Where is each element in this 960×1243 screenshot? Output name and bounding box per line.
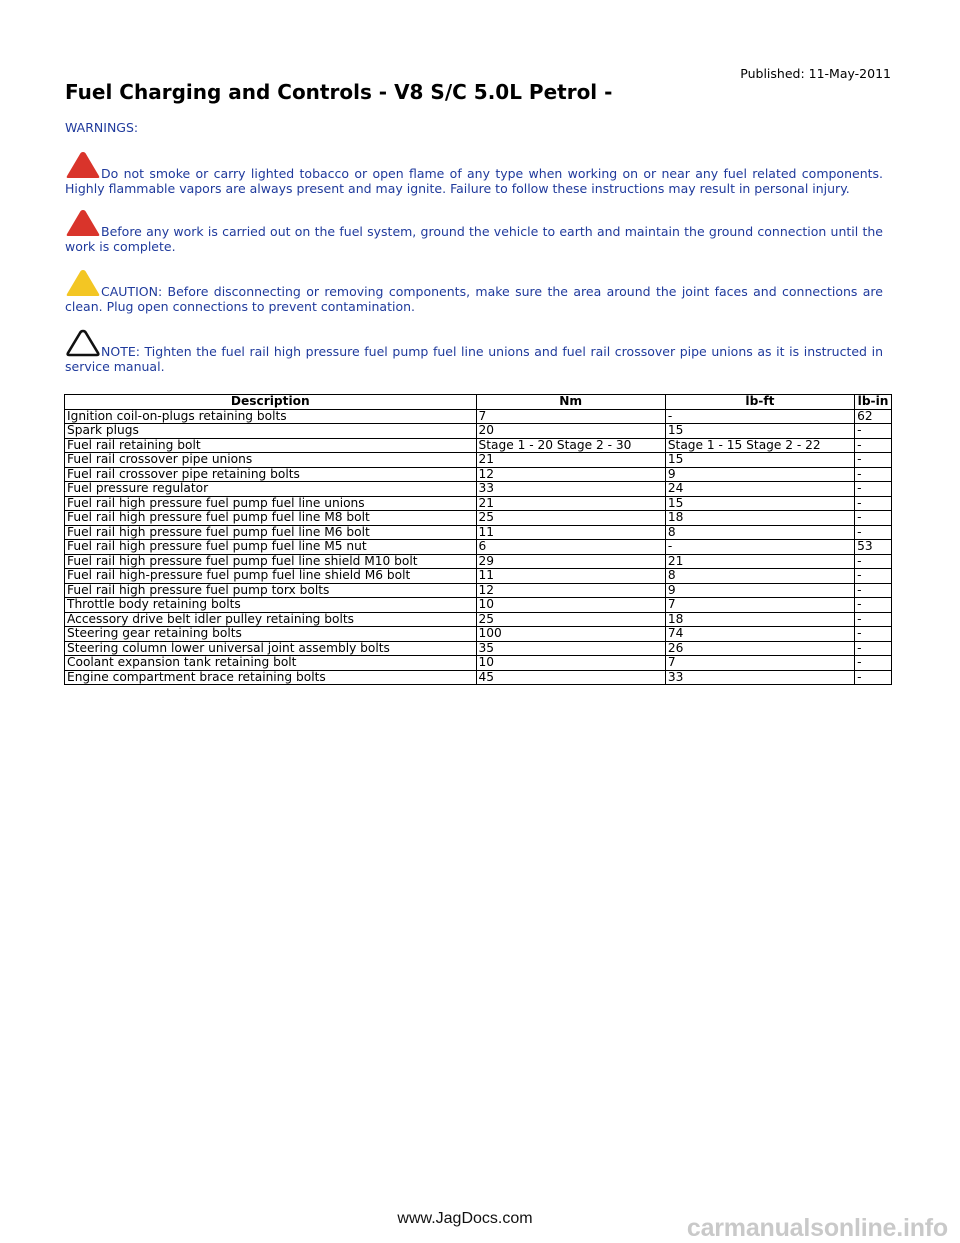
cell-nm: 25: [476, 612, 665, 627]
cell-lb-ft: -: [665, 540, 854, 555]
cell-lb-ft: 18: [665, 612, 854, 627]
cell-nm: 10: [476, 656, 665, 671]
table-row: [65, 583, 892, 598]
cell-description: Fuel rail high pressure fuel pump fuel line M6 bolt: [65, 525, 477, 540]
cell-lb-in: -: [855, 627, 892, 642]
cell-lb-ft: 21: [665, 554, 854, 569]
warning-text: Before any work is carried out on the fuel system, ground the vehicle to earth and maintain the ground connection until the work is complete.: [65, 224, 883, 254]
cell-lb-ft: 8: [665, 569, 854, 584]
warning-text: Do not smoke or carry lighted tobacco or open flame of any type when working on or near any fuel related components. Highly flammable vapors are always present and may ignite. Failure to follow these instructions may result in personal injury.: [65, 166, 883, 196]
note-icon: [65, 328, 101, 358]
header-lb-ft: lb-ft: [665, 395, 854, 410]
table-row: [65, 438, 892, 453]
cell-lb-in: -: [855, 438, 892, 453]
cell-lb-ft: 15: [665, 496, 854, 511]
cell-lb-in: -: [855, 453, 892, 468]
cell-nm: 7: [476, 409, 665, 424]
cell-lb-in: -: [855, 482, 892, 497]
cell-lb-in: -: [855, 569, 892, 584]
cell-description: Steering gear retaining bolts: [65, 627, 477, 642]
caution-icon: [65, 268, 101, 298]
cell-lb-in: 53: [855, 540, 892, 555]
cell-lb-in: -: [855, 583, 892, 598]
cell-lb-ft: 15: [665, 453, 854, 468]
cell-lb-in: -: [855, 641, 892, 656]
cell-description: Fuel rail high pressure fuel pump fuel line M5 nut: [65, 540, 477, 555]
cell-lb-ft: 8: [665, 525, 854, 540]
table-row: [65, 612, 892, 627]
cell-description: Coolant expansion tank retaining bolt: [65, 656, 477, 671]
cell-nm: 33: [476, 482, 665, 497]
cell-description: Throttle body retaining bolts: [65, 598, 477, 613]
cell-nm: 45: [476, 670, 665, 685]
warnings-label: WARNINGS:: [65, 120, 139, 135]
cell-lb-in: -: [855, 612, 892, 627]
cell-lb-ft: 26: [665, 641, 854, 656]
cell-lb-ft: 9: [665, 583, 854, 598]
warning-notice-ground: [65, 208, 883, 254]
cell-lb-in: -: [855, 670, 892, 685]
table-row: [65, 641, 892, 656]
table-row: [65, 540, 892, 555]
cell-lb-in: -: [855, 525, 892, 540]
cell-lb-ft: 7: [665, 656, 854, 671]
cell-description: Fuel rail crossover pipe unions: [65, 453, 477, 468]
cell-nm: 11: [476, 569, 665, 584]
cell-description: Fuel pressure regulator: [65, 482, 477, 497]
watermark-logo: carmanualsonline.info: [686, 1214, 948, 1242]
cell-lb-ft: 74: [665, 627, 854, 642]
table-row: [65, 453, 892, 468]
cell-nm: 12: [476, 583, 665, 598]
cell-nm: 25: [476, 511, 665, 526]
cell-lb-in: -: [855, 496, 892, 511]
header-description: Description: [65, 395, 477, 410]
cell-description: Fuel rail high pressure fuel pump fuel line unions: [65, 496, 477, 511]
cell-description: Fuel rail crossover pipe retaining bolts: [65, 467, 477, 482]
warning-icon: [65, 150, 101, 180]
cell-description: Fuel rail high pressure fuel pump fuel line M8 bolt: [65, 511, 477, 526]
cell-nm: 21: [476, 496, 665, 511]
header-lb-in: lb-in: [855, 395, 892, 410]
table-row: [65, 511, 892, 526]
cell-lb-ft: -: [665, 409, 854, 424]
cell-lb-ft: 15: [665, 424, 854, 439]
cell-description: Steering column lower universal joint assembly bolts: [65, 641, 477, 656]
cell-description: Accessory drive belt idler pulley retaining bolts: [65, 612, 477, 627]
table-row: [65, 482, 892, 497]
warning-notice-smoking: [65, 150, 883, 196]
table-row: [65, 525, 892, 540]
cell-lb-ft: 33: [665, 670, 854, 685]
note-notice: [65, 328, 883, 374]
note-text: NOTE: Tighten the fuel rail high pressure fuel pump fuel line unions and fuel rail crossover pipe unions as it is instructed in service manual.: [65, 344, 883, 374]
cell-nm: 100: [476, 627, 665, 642]
cell-description: Spark plugs: [65, 424, 477, 439]
cell-lb-in: -: [855, 467, 892, 482]
cell-description: Fuel rail high-pressure fuel pump fuel line shield M6 bolt: [65, 569, 477, 584]
cell-lb-ft: 7: [665, 598, 854, 613]
cell-nm: 21: [476, 453, 665, 468]
cell-lb-in: -: [855, 656, 892, 671]
cell-nm: 6: [476, 540, 665, 555]
cell-description: Ignition coil-on-plugs retaining bolts: [65, 409, 477, 424]
table-row: [65, 496, 892, 511]
caution-notice: [65, 268, 883, 314]
caution-text: CAUTION: Before disconnecting or removing components, make sure the area around the joint faces and connections are clean. Plug open connections to prevent contamination.: [65, 284, 883, 314]
cell-lb-ft: 9: [665, 467, 854, 482]
cell-lb-ft: 24: [665, 482, 854, 497]
cell-description: Fuel rail high pressure fuel pump fuel line shield M10 bolt: [65, 554, 477, 569]
table-header-row: [65, 395, 892, 410]
table-row: [65, 598, 892, 613]
cell-description: Fuel rail retaining bolt: [65, 438, 477, 453]
published-date: Published: 11-May-2011: [740, 66, 891, 81]
cell-lb-in: -: [855, 424, 892, 439]
table-row: [65, 627, 892, 642]
table-row: [65, 467, 892, 482]
page-title: Fuel Charging and Controls - V8 S/C 5.0L Petrol -: [65, 80, 613, 104]
cell-lb-in: -: [855, 598, 892, 613]
torque-spec-table: [64, 394, 892, 685]
cell-nm: 29: [476, 554, 665, 569]
table-row: [65, 569, 892, 584]
cell-lb-in: -: [855, 554, 892, 569]
warning-icon: [65, 208, 101, 238]
table-row: [65, 424, 892, 439]
cell-description: Engine compartment brace retaining bolts: [65, 670, 477, 685]
footer-site-link[interactable]: www.JagDocs.com: [397, 1210, 533, 1227]
cell-lb-ft: 18: [665, 511, 854, 526]
table-row: [65, 656, 892, 671]
table-row: [65, 409, 892, 424]
cell-nm: 35: [476, 641, 665, 656]
cell-nm: 20: [476, 424, 665, 439]
cell-nm: 12: [476, 467, 665, 482]
cell-lb-ft: Stage 1 - 15 Stage 2 - 22: [665, 438, 854, 453]
header-nm: Nm: [476, 395, 665, 410]
table-row: [65, 670, 892, 685]
cell-nm: 10: [476, 598, 665, 613]
table-row: [65, 554, 892, 569]
cell-description: Fuel rail high pressure fuel pump torx bolts: [65, 583, 477, 598]
cell-nm: Stage 1 - 20 Stage 2 - 30: [476, 438, 665, 453]
cell-lb-in: -: [855, 511, 892, 526]
cell-nm: 11: [476, 525, 665, 540]
cell-lb-in: 62: [855, 409, 892, 424]
